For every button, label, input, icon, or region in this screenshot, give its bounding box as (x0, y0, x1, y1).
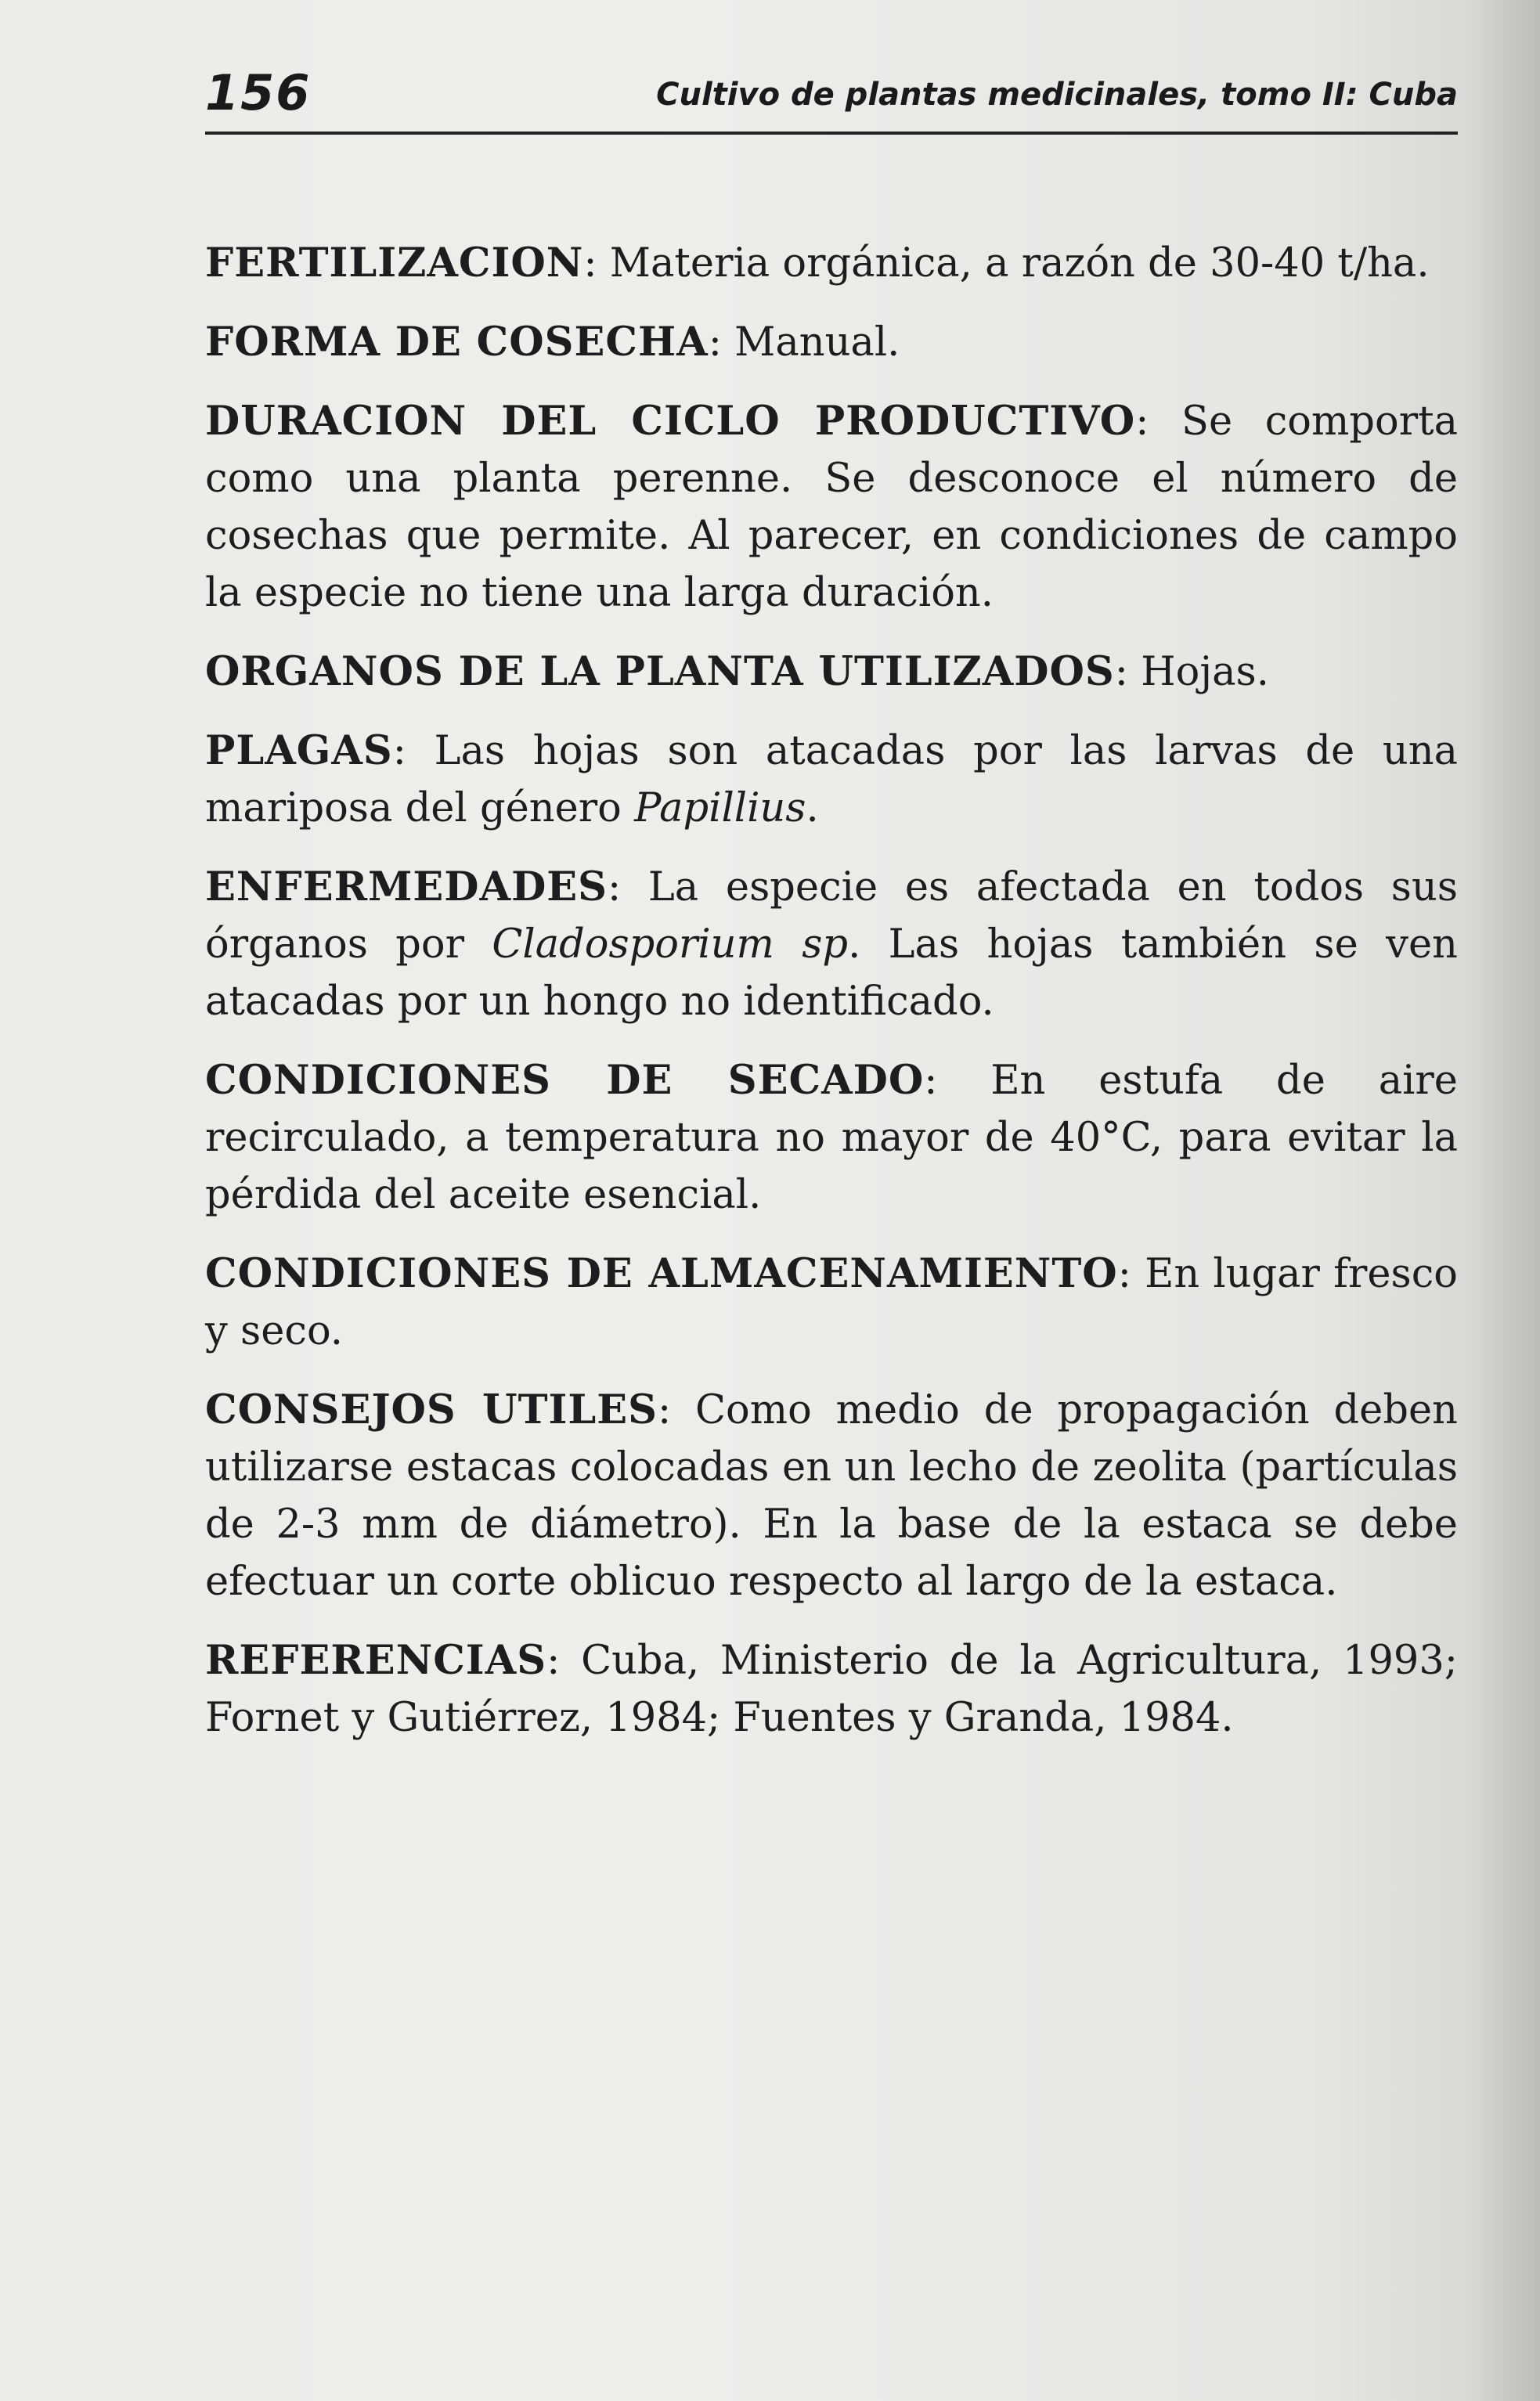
entry-label: ORGANOS DE LA PLANTA UTILIZADOS (205, 648, 1115, 695)
entry-enfermedades (205, 859, 1458, 1030)
entry-condiciones-secado (205, 1052, 1458, 1224)
entry-label: PLAGAS (205, 727, 393, 774)
entry-condiciones-almacenamiento (205, 1246, 1458, 1360)
entry-species-name: Cladosporium sp (492, 921, 849, 968)
entry-text: . Las hojas también se ven atacadas por un hongo no identificado. (205, 921, 1459, 1025)
entry-plagas (205, 723, 1458, 837)
entry-text: : Las hojas son atacadas por las larvas de una mariposa del género (205, 728, 1458, 831)
entry-organos-utilizados (205, 644, 1458, 701)
entry-text: : Hojas. (1114, 649, 1269, 695)
running-title: Cultivo de plantas medicinales, tomo II: Cuba (656, 77, 1458, 113)
entry-label: REFERENCIAS (205, 1637, 547, 1684)
entry-label: CONSEJOS UTILES (205, 1386, 658, 1433)
entry-label: CONDICIONES DE ALMACENAMIENTO (205, 1250, 1118, 1297)
page-body (205, 235, 1458, 1768)
entry-label: DURACION DEL CICLO PRODUCTIVO (205, 398, 1136, 445)
header-rule (205, 132, 1458, 135)
entry-label: ENFERMEDADES (205, 863, 608, 910)
page-number: 156 (205, 64, 312, 121)
entry-text: : La especie es afectada en todos sus órganos por (205, 864, 1458, 968)
entry-duracion-ciclo (205, 393, 1458, 622)
entry-text: : Cuba, Ministerio de la Agricultura, 1993; Fornet y Gutiérrez, 1984; Fuentes y Granda, 1984. (205, 1638, 1458, 1741)
entry-text: : Manual. (708, 319, 900, 366)
page-gutter-shadow (1470, 0, 1540, 2401)
entry-text: : Como medio de propagación deben utilizarse estacas colocadas en un lecho de zeolita (partículas de 2-3 mm de diámetro). En la base de la estaca se debe efectuar un corte oblicuo respecto al largo de la estaca. (205, 1387, 1458, 1605)
page-header (205, 64, 1458, 135)
entry-consejos-utiles (205, 1382, 1458, 1610)
entry-label: FERTILIZACION (205, 240, 584, 287)
entry-label: CONDICIONES DE SECADO (205, 1057, 925, 1104)
entry-text: : En lugar fresco y seco. (205, 1251, 1458, 1354)
entry-label: FORMA DE COSECHA (205, 319, 709, 366)
entry-species-name: Papillius (634, 785, 806, 831)
entry-referencias (205, 1632, 1458, 1747)
entry-fertilizacion (205, 235, 1458, 292)
entry-forma-cosecha (205, 314, 1458, 371)
entry-text: : Se comporta como una planta perenne. Se desconoce el número de cosechas que permite. Al parecer, en condiciones de campo la especie no tiene una larga duración. (205, 398, 1458, 616)
entry-text: : En estufa de aire recirculado, a temperatura no mayor de 40°C, para evitar la pérdida del aceite esencial. (205, 1058, 1458, 1218)
entry-text: . (806, 785, 819, 831)
entry-text: : Materia orgánica, a razón de 30-40 t/ha. (583, 240, 1430, 287)
